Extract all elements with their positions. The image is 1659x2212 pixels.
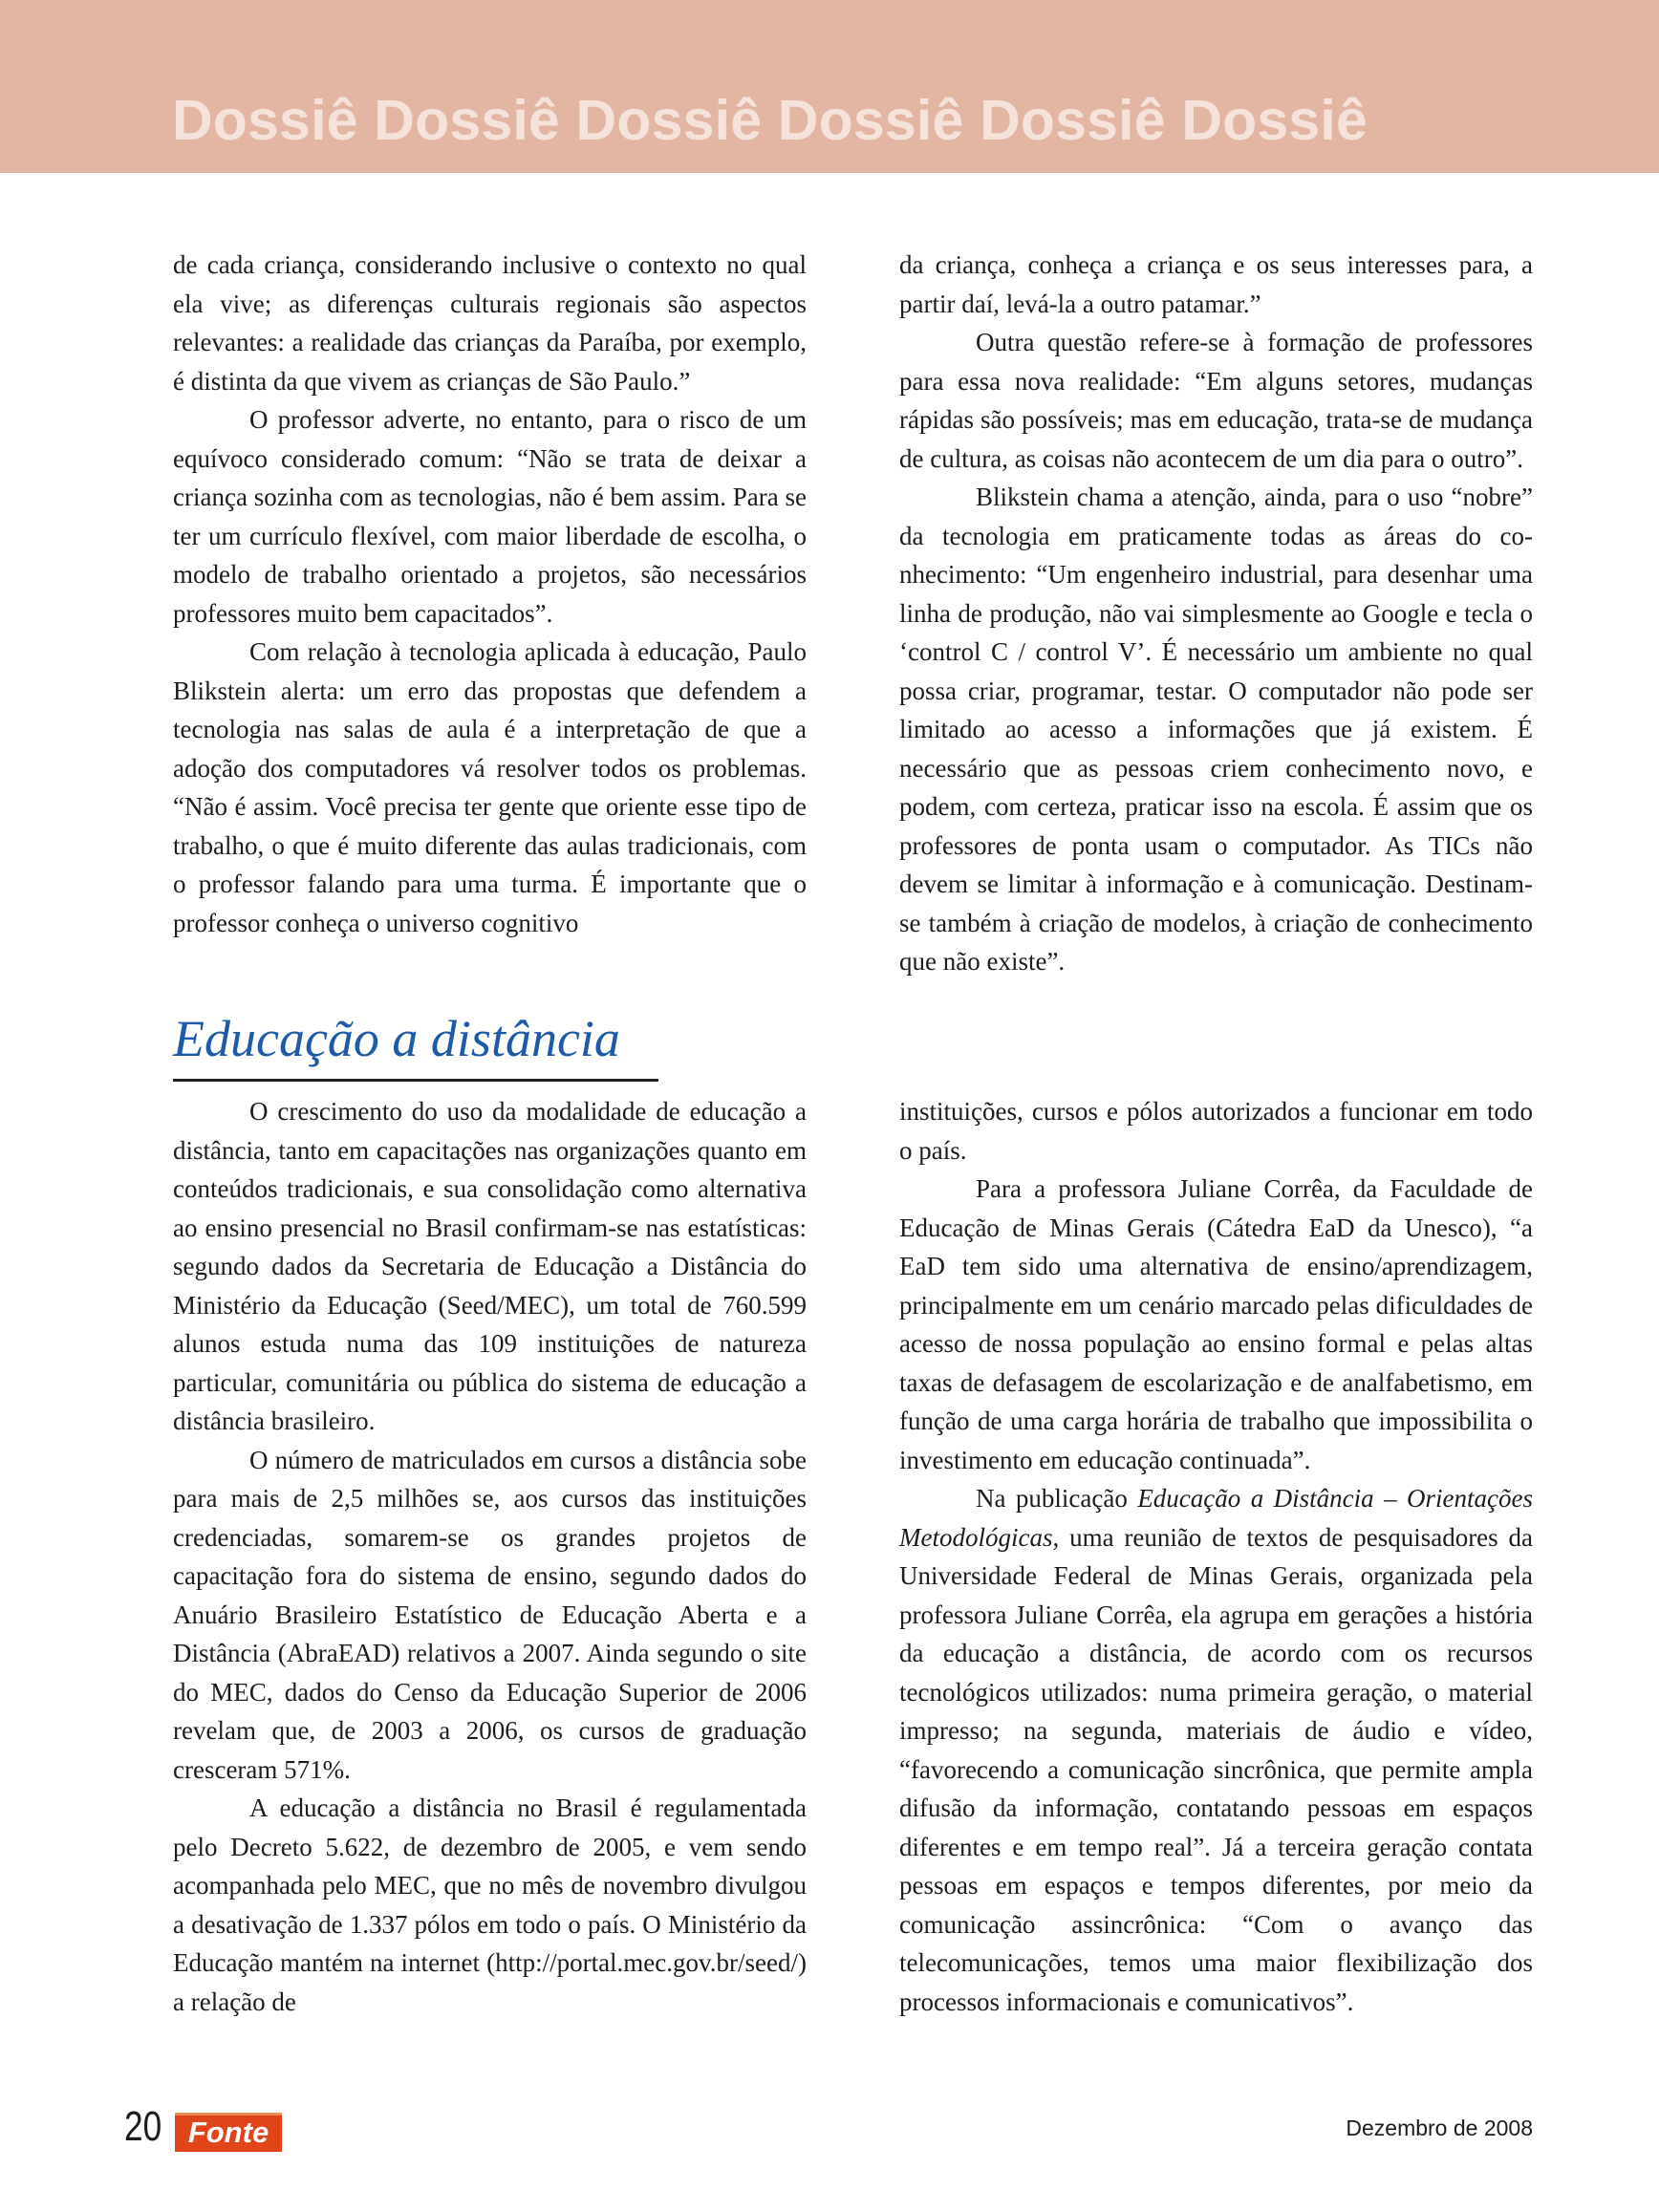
- section-heading: Educação a distância: [173, 1010, 620, 1067]
- paragraph: Para a professora Juliane Corrêa, da Faculdade de Educação de Minas Gerais (Cátedra EaD da Unesco), “a EaD tem sido uma alternativa de ensino/aprendizagem, principalmente em um cenário marcado pelas dificuldades de acesso de nossa população ao ensino formal e pelas altas taxas de defasagem de escolarização e de analfabetismo, em função de uma carga horária de trabalho que impossibilita o investimento em educação continuada”.: [899, 1174, 1533, 1474]
- paragraph: O crescimento do uso da modalidade de educação a distância, tanto em capacitações nas organizações quanto em conteúdos tradicionais, e sua consolidação como alternativa ao ensino presencial no Brasil confirmam-se nas estatísticas: segundo dados da Secretaria de Educação a Distância do Ministério da Educação (Seed/MEC), um total de 760.599 alunos estuda numa das 109 instituições de natureza particular, comunitária ou pública do sistema de educação a distância brasileiro.: [173, 1097, 807, 1435]
- section-heading-underline: [173, 1079, 658, 1082]
- paragraph: instituições, cursos e pólos autorizados a funcionar em todo o país.: [899, 1097, 1533, 1165]
- text-run: , uma reunião de textos de pesquisadores da Universidade Federal de Minas Gerais, organizada pela professora Juliane Corrêa, ela agrupa em gerações a história da educação a distância, de acordo com os recursos tecnológicos utilizados: numa primeira geração, o material impresso; na segunda, materiais de áudio e vídeo, “favorecendo a comunicação sincrônica, que permite ampla difusão da informação, contatando pessoas em espaços diferentes e em tempo real”. Já a terceira geração contata pessoas em espaços e tempos diferentes, por meio da comunicação assincrônica: “Com o avanço das telecomunicações, temos uma maior flexibilização dos processos informacionais e comunicativos”.: [899, 1522, 1533, 2016]
- banner-title: Dossiê Dossiê Dossiê Dossiê Dossiê Dossiê: [172, 89, 1368, 152]
- top-column-left: [173, 246, 807, 942]
- section-column-left: [173, 1092, 807, 2021]
- text-run: Na publicação: [976, 1484, 1138, 1513]
- logo-text: Fonte: [187, 2115, 269, 2149]
- paragraph: O professor adverte, no entanto, para o risco de um equívoco considerado comum: “Não se trata de deixar a criança sozinha com as tecnologias, não é bem assim. Para se ter um currículo flexível, com maior liberdade de escolha, o modelo de trabalho orientado a projetos, são necessários professores muito bem capacitados”.: [173, 405, 807, 628]
- paragraph: Outra questão refere-se à formação de professores para essa nova realidade: “Em alguns setores, mudanças rápidas são possíveis; mas em educação, trata-se de mudança de cultura, as coisas não acontecem de um dia para o outro”.: [899, 328, 1533, 473]
- page-number: 20: [124, 2103, 162, 2150]
- paragraph: Com relação à tecnologia aplicada à educação, Paulo Blikstein alerta: um erro das propostas que defendem a tecnologia nas salas de aula é a interpretação de que a adoção dos computadores vá resolver todos os problemas. “Não é assim. Você precisa ter gente que oriente esse tipo de trabalho, o que é muito diferente das aulas tradicionais, com o professor falando para uma turma. É importante que o professor conheça o universo cognitivo: [173, 637, 807, 937]
- publication-title: Educação a Distância – Orientações Metodológicas: [899, 1484, 1533, 1552]
- paragraph: Blikstein chama a atenção, ainda, para o uso “nobre” da tecnologia em praticamente todas as áreas do conhecimento: “Um engenheiro industrial, para desenhar uma linha de produção, não vai simplesmente ao Google e tecla o ‘control C / control V’. É necessário um ambiente no qual possa criar, programar, testar. O computador não pode ser limitado ao acesso a informações que já existem. É necessário que as pessoas criem conhecimento novo, e podem, com certeza, praticar isso na escola. É assim que os professores de ponta usam o computador. As TICs não devem se limitar à informação e à comunicação. Destinam-se também à criação de modelos, à criação de conhecimento que não existe”.: [899, 483, 1533, 976]
- paragraph: [899, 1479, 1533, 2021]
- magazine-logo: [175, 2113, 282, 2152]
- section-column-right: [899, 1092, 1533, 2021]
- paragraph: de cada criança, considerando inclusive o contexto no qual ela vive; as diferenças culturais regionais são aspectos relevantes: a realidade das crianças da Paraíba, por exemplo, é distinta da que vivem as crianças de São Paulo.”: [173, 250, 807, 396]
- paragraph: da criança, conheça a criança e os seus interesses para, a partir daí, levá-la a outro patamar.”: [899, 250, 1533, 318]
- paragraph: A educação a distância no Brasil é regulamentada pelo Decreto 5.622, de dezembro de 2005, e vem sendo acompanhada pelo MEC, que no mês de novembro divulgou a desativação de 1.337 pólos em todo o país. O Ministério da Educação mantém na internet (http://portal.mec.gov.br/seed/) a relação de: [173, 1793, 807, 2016]
- header-banner: [0, 0, 1659, 173]
- paragraph: O número de matriculados em cursos a distância sobe para mais de 2,5 milhões se, aos cursos das instituições credenciadas, somarem-se os grandes projetos de capacitação fora do sistema de ensino, segundo dados do Anuário Brasileiro Estatístico de Educação Aberta e a Distância (AbraEAD) relativos a 2007. Ainda segundo o site do MEC, dados do Censo da Educação Superior de 2006 revelam que, de 2003 a 2006, os cursos de graduação cresceram 571%.: [173, 1445, 807, 1784]
- issue-date: Dezembro de 2008: [1346, 2115, 1533, 2140]
- top-column-right: [899, 246, 1533, 981]
